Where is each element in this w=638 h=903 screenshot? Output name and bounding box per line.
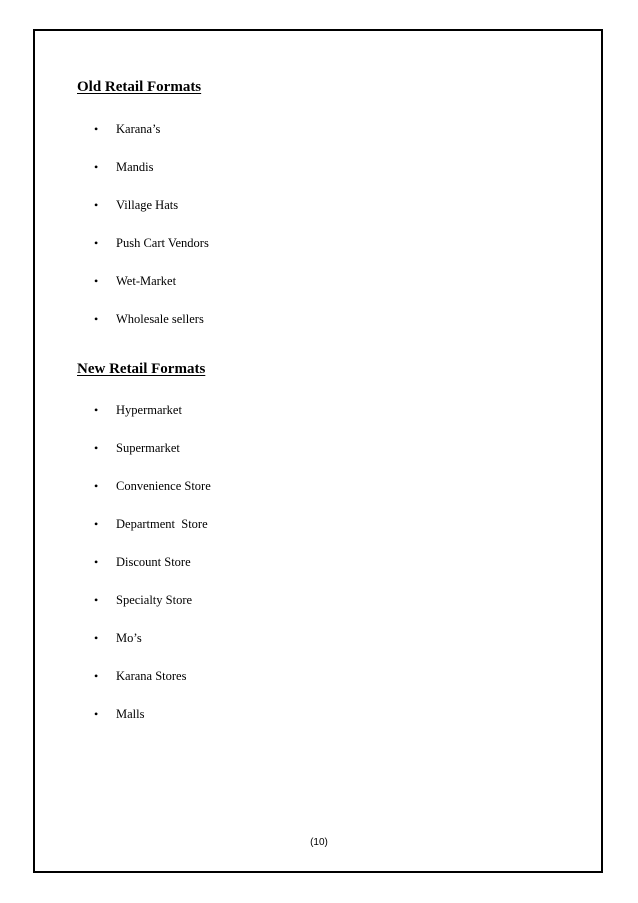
list-item-text: Karana’s: [116, 122, 161, 136]
list-item-text: Department Store: [116, 517, 208, 531]
list-item-text: Wet-Market: [116, 274, 177, 288]
list-item-text: Wholesale sellers: [116, 312, 204, 326]
bullet-icon: •: [94, 198, 99, 212]
bullet-icon: •: [94, 555, 99, 569]
list-item-text: Malls: [116, 707, 145, 721]
bullet-icon: •: [94, 312, 99, 326]
bullet-icon: •: [94, 403, 99, 417]
list-item-text: Convenience Store: [116, 479, 211, 493]
list-item-text: Push Cart Vendors: [116, 236, 209, 250]
bullet-icon: •: [94, 441, 99, 455]
bullet-icon: •: [94, 631, 99, 645]
list-item-text: Discount Store: [116, 555, 191, 569]
section-heading-new-retail-formats: New Retail Formats: [77, 361, 206, 377]
bullet-icon: •: [94, 274, 99, 288]
list-item-text: Specialty Store: [116, 593, 193, 607]
list-item-text: Hypermarket: [116, 403, 182, 417]
page-number: (10): [310, 837, 328, 848]
list-item-text: Supermarket: [116, 441, 180, 455]
list-item-text: Mo’s: [116, 631, 142, 645]
bullet-icon: •: [94, 593, 99, 607]
section-heading-old-retail-formats: Old Retail Formats: [77, 79, 202, 95]
bullet-icon: •: [94, 517, 99, 531]
bullet-icon: •: [94, 160, 99, 174]
list-item-text: Karana Stores: [116, 669, 187, 683]
list-item-text: Mandis: [116, 160, 154, 174]
bullet-icon: •: [94, 122, 99, 136]
bullet-icon: •: [94, 707, 99, 721]
bullet-icon: •: [94, 236, 99, 250]
bullet-icon: •: [94, 479, 99, 493]
bullet-icon: •: [94, 669, 99, 683]
list-item-text: Village Hats: [116, 198, 179, 212]
